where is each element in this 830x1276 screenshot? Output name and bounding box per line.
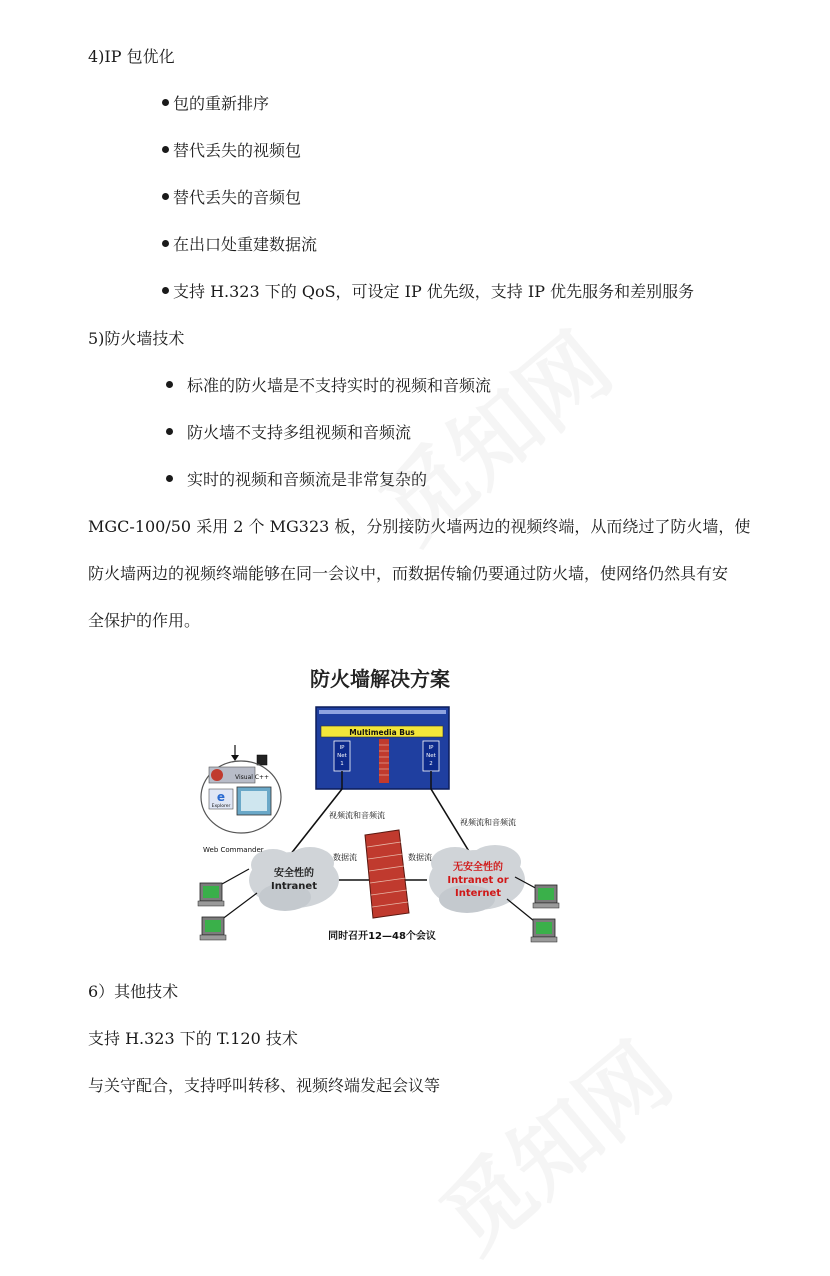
secure-intranet-cloud [249, 847, 339, 911]
firewall-solution-figure [195, 655, 565, 950]
ipnet1-line: 1 [340, 761, 344, 767]
bullet-dot-icon [166, 381, 173, 388]
data-flow-left: 数据流 [333, 853, 357, 862]
stream-label-right: 视频流和音频流 [460, 818, 516, 827]
bullet-text: 替代丢失的音频包 [173, 188, 302, 207]
bullet-text: 实时的视频和音频流是非常复杂的 [187, 470, 428, 489]
web-commander-icon [201, 745, 281, 854]
data-flow-right: 数据流 [408, 853, 432, 862]
bullet-text: 替代丢失的视频包 [173, 141, 302, 160]
explorer-label: Explorer [211, 804, 231, 809]
bullet-item [162, 141, 301, 161]
paragraph-line: 防火墙两边的视频终端能够在同一会议中，而数据传输仍要通过防火墙，使网络仍然具有安 [88, 564, 729, 583]
bullet-item [162, 188, 301, 208]
bullet-dot-icon [162, 287, 169, 294]
secure-cloud-line: 安全性的 [274, 868, 314, 879]
bullet-dot-icon [162, 146, 169, 153]
firewall-wall-icon [365, 830, 409, 918]
insecure-cloud-line: Internet [454, 888, 502, 899]
figure-title: 防火墙解决方案 [310, 667, 450, 691]
bullet-text: 包的重新排序 [173, 94, 270, 113]
bullet-item [162, 94, 269, 114]
section6-line: 与关守配合，支持呼叫转移、视频终端发起会议等 [88, 1076, 441, 1095]
insecure-internet-cloud [429, 845, 525, 913]
bullet-item [166, 376, 491, 396]
section6-heading: 6）其他技术 [88, 982, 179, 1001]
ipnet1-line: Net [337, 753, 347, 759]
section6-line: 支持 H.323 下的 T.120 技术 [88, 1029, 298, 1048]
bullet-item [162, 282, 694, 302]
paragraph-line: 全保护的作用。 [88, 611, 201, 630]
bullet-dot-icon [166, 475, 173, 482]
figure-caption: 同时召开12—48个会议 [328, 931, 436, 942]
link-line [290, 789, 342, 855]
bullet-item [166, 470, 427, 490]
insecure-cloud-line: 无安全性的 [453, 862, 503, 873]
ipnet2-line: Net [426, 753, 436, 759]
paragraph-line: MGC-100/50 采用 2 个 MG323 板，分别接防火墙两边的视频终端，从而绕过了防火墙，使 [88, 517, 751, 536]
stream-label-left: 视频流和音频流 [329, 811, 385, 820]
bullet-item [162, 235, 317, 255]
bullet-dot-icon [162, 193, 169, 200]
secure-cloud-line: Intranet [271, 881, 317, 892]
visual-c-label: Visual C++ [235, 774, 270, 781]
bullet-dot-icon [162, 99, 169, 106]
insecure-cloud-line: Intranet or [447, 875, 509, 886]
bullet-dot-icon [162, 240, 169, 247]
bullet-text: 支持 H.323 下的 QoS，可设定 IP 优先级，支持 IP 优先服务和差别服务 [173, 282, 695, 301]
ipnet1-line: IP [339, 745, 345, 751]
bullet-dot-icon [166, 428, 173, 435]
firewall-diagram [195, 655, 565, 950]
workstation-icon [198, 869, 249, 906]
bullet-item [166, 423, 411, 443]
bullet-text: 在出口处重建数据流 [173, 235, 318, 254]
ipnet2-line: IP [428, 745, 434, 751]
bullet-text: 标准的防火墙是不支持实时的视频和音频流 [187, 376, 492, 395]
web-commander-label: Web Commander [203, 846, 264, 854]
section5-heading: 5)防火墙技术 [88, 329, 185, 348]
bullet-text: 防火墙不支持多组视频和音频流 [187, 423, 412, 442]
section4-heading: 4)IP 包优化 [88, 47, 175, 66]
ipnet2-line: 2 [429, 761, 433, 767]
svg-text:e: e [216, 790, 226, 804]
bus-label: Multimedia Bus [349, 728, 415, 737]
watermark-bottom [410, 1010, 693, 1276]
mgc-chassis [316, 707, 449, 789]
